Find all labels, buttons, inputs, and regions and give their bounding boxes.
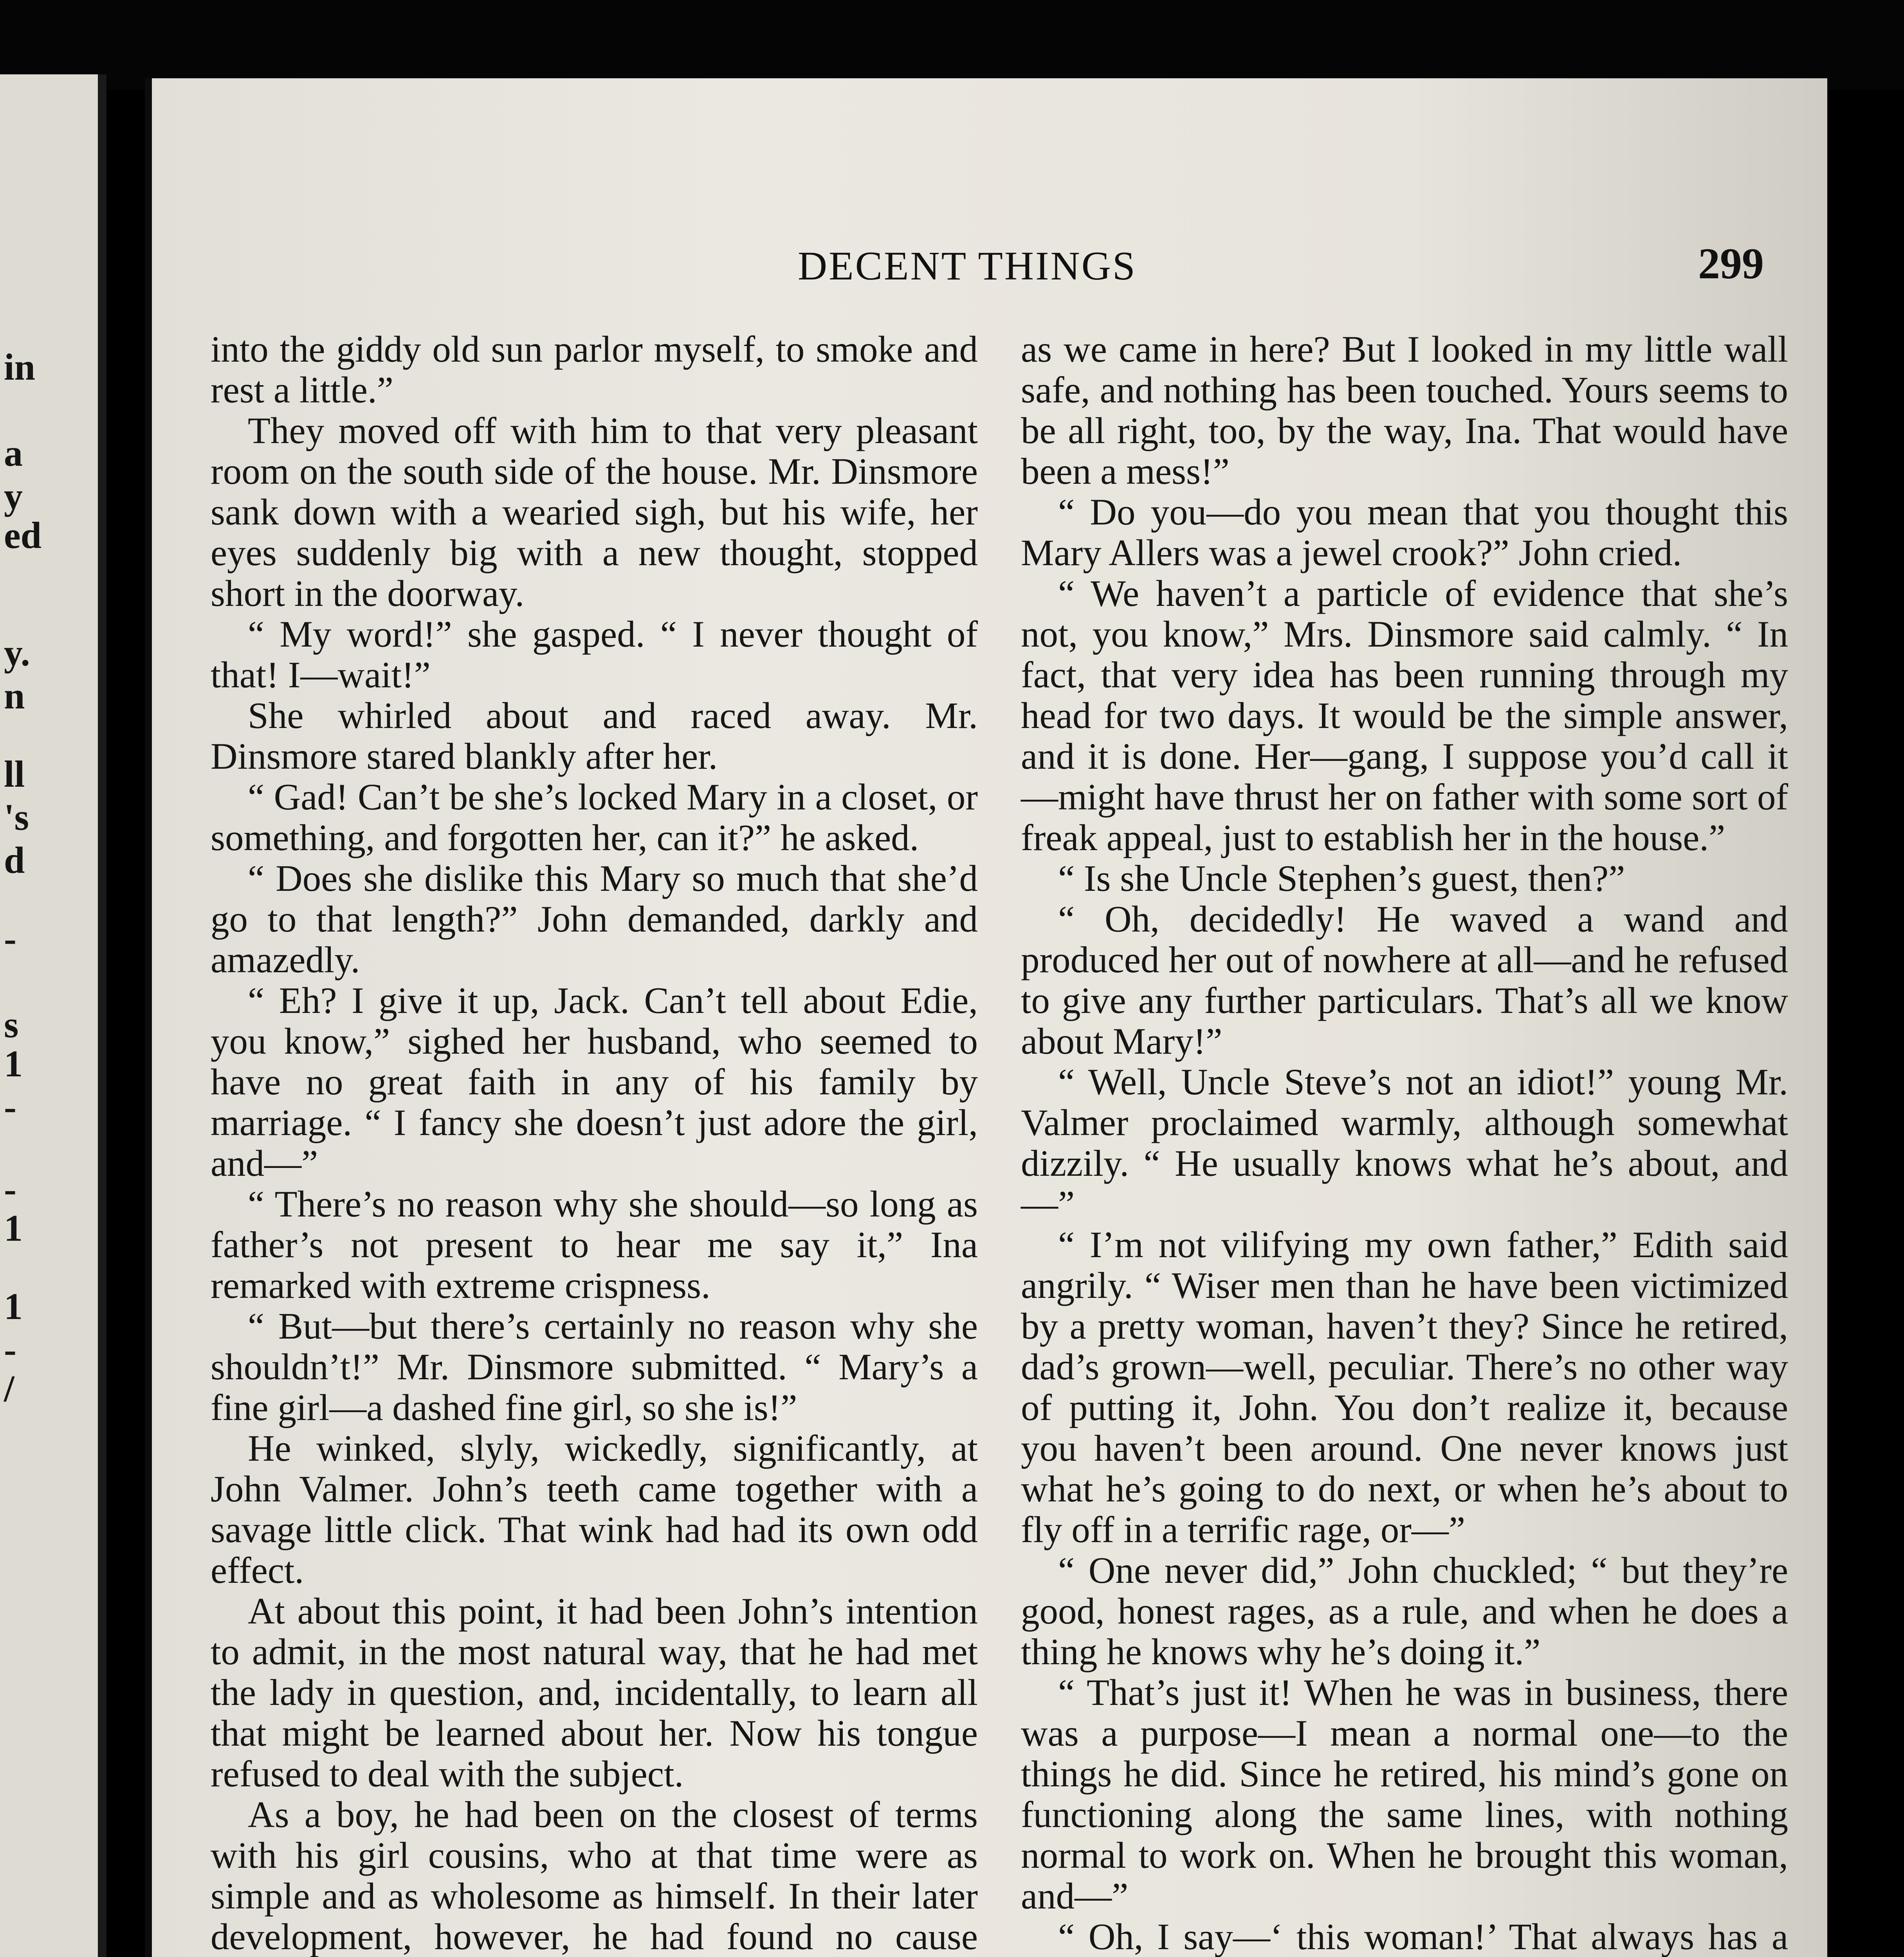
left-page-fragment: / [4,1368,14,1409]
paragraph: “ Does she dislike this Mary so much that she’d go to that length?” John demanded, darkly and amazedly. [211,858,978,980]
left-page-fragment: n [4,675,25,717]
paragraph: “ There’s no reason why she should—so long as father’s not present to hear me say it,” Ina remarked with extreme crispness. [211,1183,978,1306]
adjacent-page-edge [0,74,106,1957]
paragraph: She whirled about and raced away. Mr. Dinsmore stared blankly after her. [211,695,978,777]
paragraph: “ My word!” she gasped. “ I never thought of that! I—wait!” [211,613,978,696]
left-page-fragment: d [4,839,25,881]
left-page-fragment: - [4,1168,16,1210]
paragraph: “ One never did,” John chuckled; “ but they’re good, honest rages, as a rule, and when he does a thing he knows why he’s doing it.” [1021,1550,1788,1672]
left-page-fragment: a [4,432,23,474]
paragraph: “ Oh, I say—‘ this woman!’ That always has a [1058,1916,1788,1957]
left-page-fragment: - [4,1086,16,1128]
paragraph: “ That’s just it! When he was in business, there was a purpose—I mean a normal one—to the things he did. Since he retired, his mind’s gone on functioning along the same lines, with nothing normal to work on. When he brought this woman, and—” [1021,1672,1788,1917]
left-page-fragment: 1 [4,1207,23,1249]
left-page-fragment: s [4,1004,19,1045]
text-column-right [1021,329,1788,1957]
paragraph: “ Oh, decidedly! He waved a wand and produced her out of nowhere at all—and he refused to give any further particulars. That’s all we know about Mary!” [1021,898,1788,1062]
paragraph: into the giddy old sun parlor myself, to smoke and rest a little.” [211,328,978,411]
paragraph: He winked, slyly, wickedly, significantly, at John Valmer. John’s teeth came together with a savage little click. That wink had had its own odd effect. [211,1427,978,1591]
book-page [145,78,1827,1957]
paragraph: They moved off with him to that very pleasant room on the south side of the house. Mr. Dinsmore sank down with a wearied sigh, but his wife, her eyes suddenly big with a new thought, stopped short in the doorway. [211,410,978,614]
paragraph: “ I’m not vilifying my own father,” Edith said angrily. “ Wiser men than he have been victimized by a pretty woman, haven’t they? Since he retired, dad’s grown—well, peculiar. There’s no other way of putting it, John. You don’t realize it, because you haven’t been around. One never knows just what he’s going to do next, or when he’s about to fly off in a terrific rage, or—” [1021,1224,1788,1550]
left-page-fragment: ed [4,514,41,556]
text-column-left [211,329,978,1957]
left-page-fragment: 1 [4,1285,23,1327]
scan-top-border [0,0,1904,90]
left-page-fragment: in [4,346,36,388]
paragraph: “ Well, Uncle Steve’s not an idiot!” young Mr. Valmer proclaimed warmly, although somewhat dizzily. “ He usually knows what he’s about, and—” [1021,1061,1788,1225]
left-page-fragment: 's [4,796,29,838]
paragraph: “ We haven’t a particle of evidence that she’s not, you know,” Mrs. Dinsmore said calmly. “ In fact, that very idea has been running through my head for two days. It would be the simple answer, and it is done. Her—gang, I suppose you’d call it —might have thrust her on father with some sort of freak appeal, just to establish her in the house.” [1021,573,1788,858]
page-header [152,240,1827,305]
page-number: 299 [1698,240,1764,288]
left-page-fragment: 1 [4,1043,23,1085]
paragraph: “ Do you—do you mean that you thought this Mary Allers was a jewel crook?” John cried. [1021,491,1788,573]
paragraph: “ Gad! Can’t be she’s locked Mary in a closet, or something, and forgotten her, can it?” he asked. [211,776,978,858]
left-page-fragment: - [4,1328,16,1370]
left-page-fragment: y [4,475,23,517]
left-page-fragment: y. [4,632,30,674]
paragraph: “ Eh? I give it up, Jack. Can’t tell about Edie, you know,” sighed her husband, who seemed to have no great faith in any of his family by marriage. “ I fancy she doesn’t just adore the girl, and—” [211,980,978,1184]
running-title: DECENT THINGS [798,243,1137,288]
paragraph: “ But—but there’s certainly no reason why she shouldn’t!” Mr. Dinsmore submitted. “ Mary’s a fine girl—a dashed fine girl, so she is!” [211,1305,978,1428]
paragraph: At about this point, it had been John’s intention to admit, in the most natural way, that he had met the lady in question, and, incidentally, to learn all that might be learned about her. Now his tongue refused to deal with the subject. [211,1590,978,1795]
paragraph: “ Is she Uncle Stephen’s guest, then?” [1058,858,1625,899]
paragraph: as we came in here? But I looked in my little wall safe, and nothing has been touched. Yours seems to be all right, too, by the way, Ina. That would have been a mess!” [1021,328,1788,492]
left-page-fragment: ll [4,753,25,795]
paragraph: As a boy, he had been on the closest of terms with his girl cousins, who at that time were as simple and as wholesome as himself. In their later development, however, he had found no cause [211,1794,978,1957]
left-page-fragment: - [4,917,16,959]
